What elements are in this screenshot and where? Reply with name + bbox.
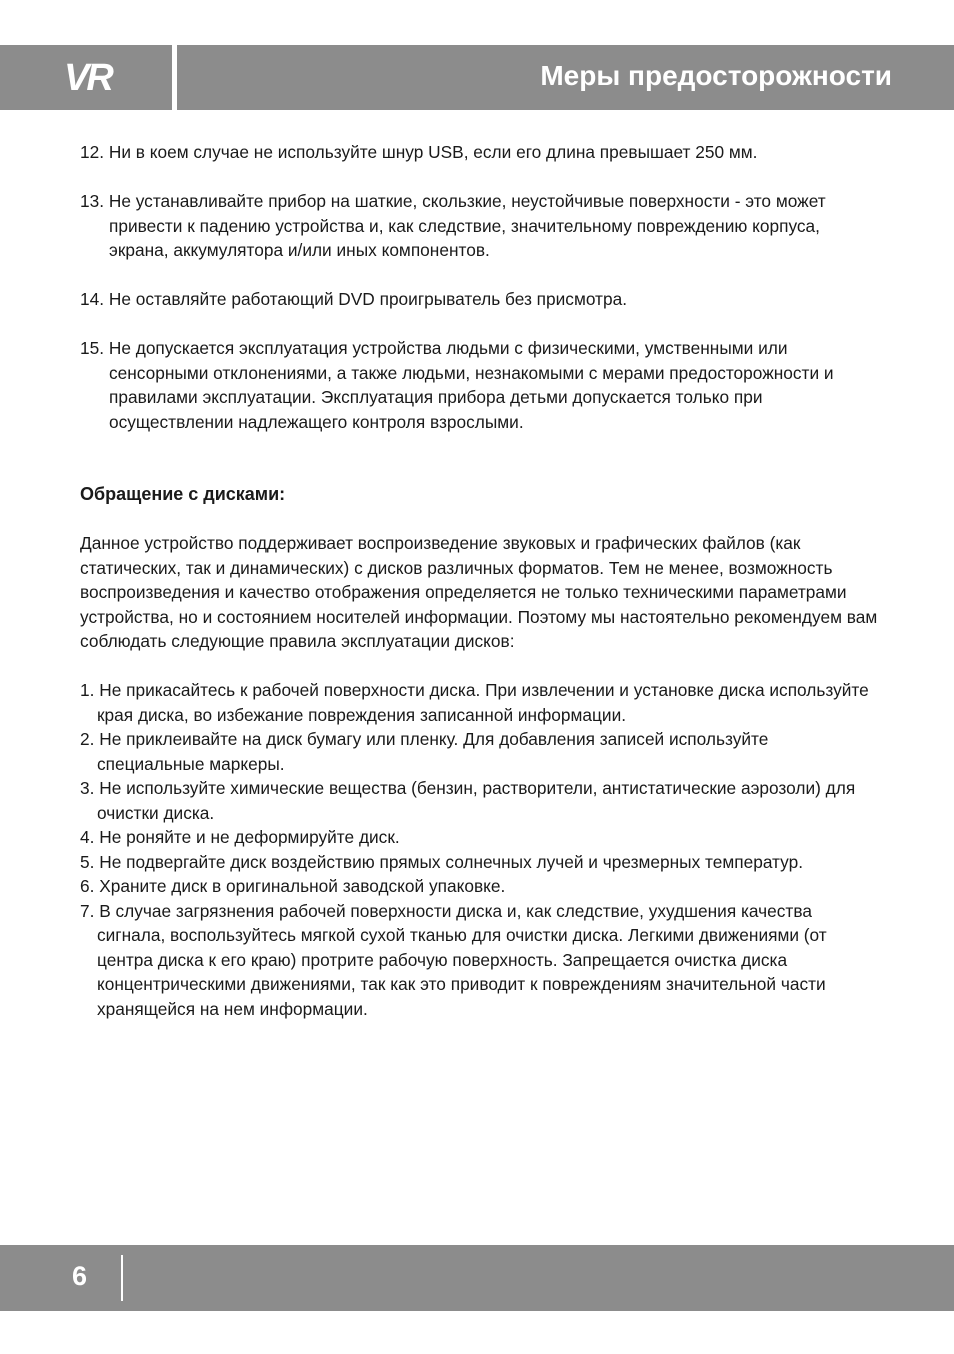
item-number: 12. [80,142,105,162]
item-number: 14. [80,289,105,309]
precaution-item-15 [80,336,880,434]
disc-rule-2: 2. Не приклеивайте на диск бумагу или пленку. Для добавления записей используйте специальные маркеры. [80,729,769,774]
disc-rule-1: 1. Не прикасайтесь к рабочей поверхности диска. При извлечении и установке диска используйте края диска, во избежание повреждения записанной информации. [80,680,869,725]
svg-text:VR: VR [64,59,111,95]
section-heading: Обращение с дисками: [80,484,286,504]
item-text: Ни в коем случае не используйте шнур USB, если его длина превышает 250 мм. [108,142,758,162]
main-content [80,140,880,1021]
page-title: Меры предосторожности [540,60,892,91]
item-text: Не устанавливайте прибор на шаткие, скользкие, неустойчивые поверхности - это может привести к падению устройства и, как следствие, значительному повреждению корпуса, экрана, аккумулятора и/или иных компонентов. [108,191,826,260]
disc-rule-5: 5. Не подвергайте диск воздействию прямых солнечных лучей и чрезмерных температур. [80,851,804,872]
item-text: Не оставляйте работающий DVD проигрыватель без присмотра. [108,289,627,309]
disc-rule-4: 4. Не роняйте и не деформируйте диск. [80,827,400,847]
precaution-item-12 [80,140,880,165]
disc-rule-7: 7. В случае загрязнения рабочей поверхности диска и, как следствие, ухудшения качества сигнала, воспользуйтесь мягкой сухой тканью для очистки диска. Легкими движениями (от центра диска к его краю) протрите рабочую поверхность. Запрещается очистка диска концентрическими движениями, так как это приводит к повреждениям значительной части хранящейся на нем информации. [80,900,827,1019]
item-number: 13. [80,191,105,211]
item-text: Не допускается эксплуатация устройства людьми с физическими, умственными или сенсорными отклонениями, а также людьми, незнакомыми с мерами предосторожности и правилами эксплуатации. Эксплуатация прибора детьми допускается только при осуществлении надлежащего контроля взрослыми. [108,338,834,432]
item-number: 15. [80,338,105,358]
footer-divider [121,1255,123,1301]
precaution-item-13 [80,189,880,263]
page-number: 6 [72,1261,88,1291]
precaution-item-14 [80,287,880,312]
footer-bar [0,1245,954,1311]
disc-rule-3: 3. Не используйте химические вещества (бензин, растворители, антистатические аэрозоли) для очистки диска. [80,778,856,823]
section-intro: Данное устройство поддерживает воспроизведение звуковых и графических файлов (как статических, так и динамических) с дисков различных форматов. Тем не менее, возможность воспроизведения и качество отображения определяется не только техническими параметрами устройства, но и состоянием носителей информации. Поэтому мы настоятельно рекомендуем вам соблюдать следующие правила эксплуатации дисков: [80,533,878,651]
header-logo-box [0,45,172,110]
header-title-box [177,45,954,110]
vr-logo [64,59,138,95]
disc-rule-6: 6. Храните диск в оригинальной заводской упаковке. [80,876,506,896]
